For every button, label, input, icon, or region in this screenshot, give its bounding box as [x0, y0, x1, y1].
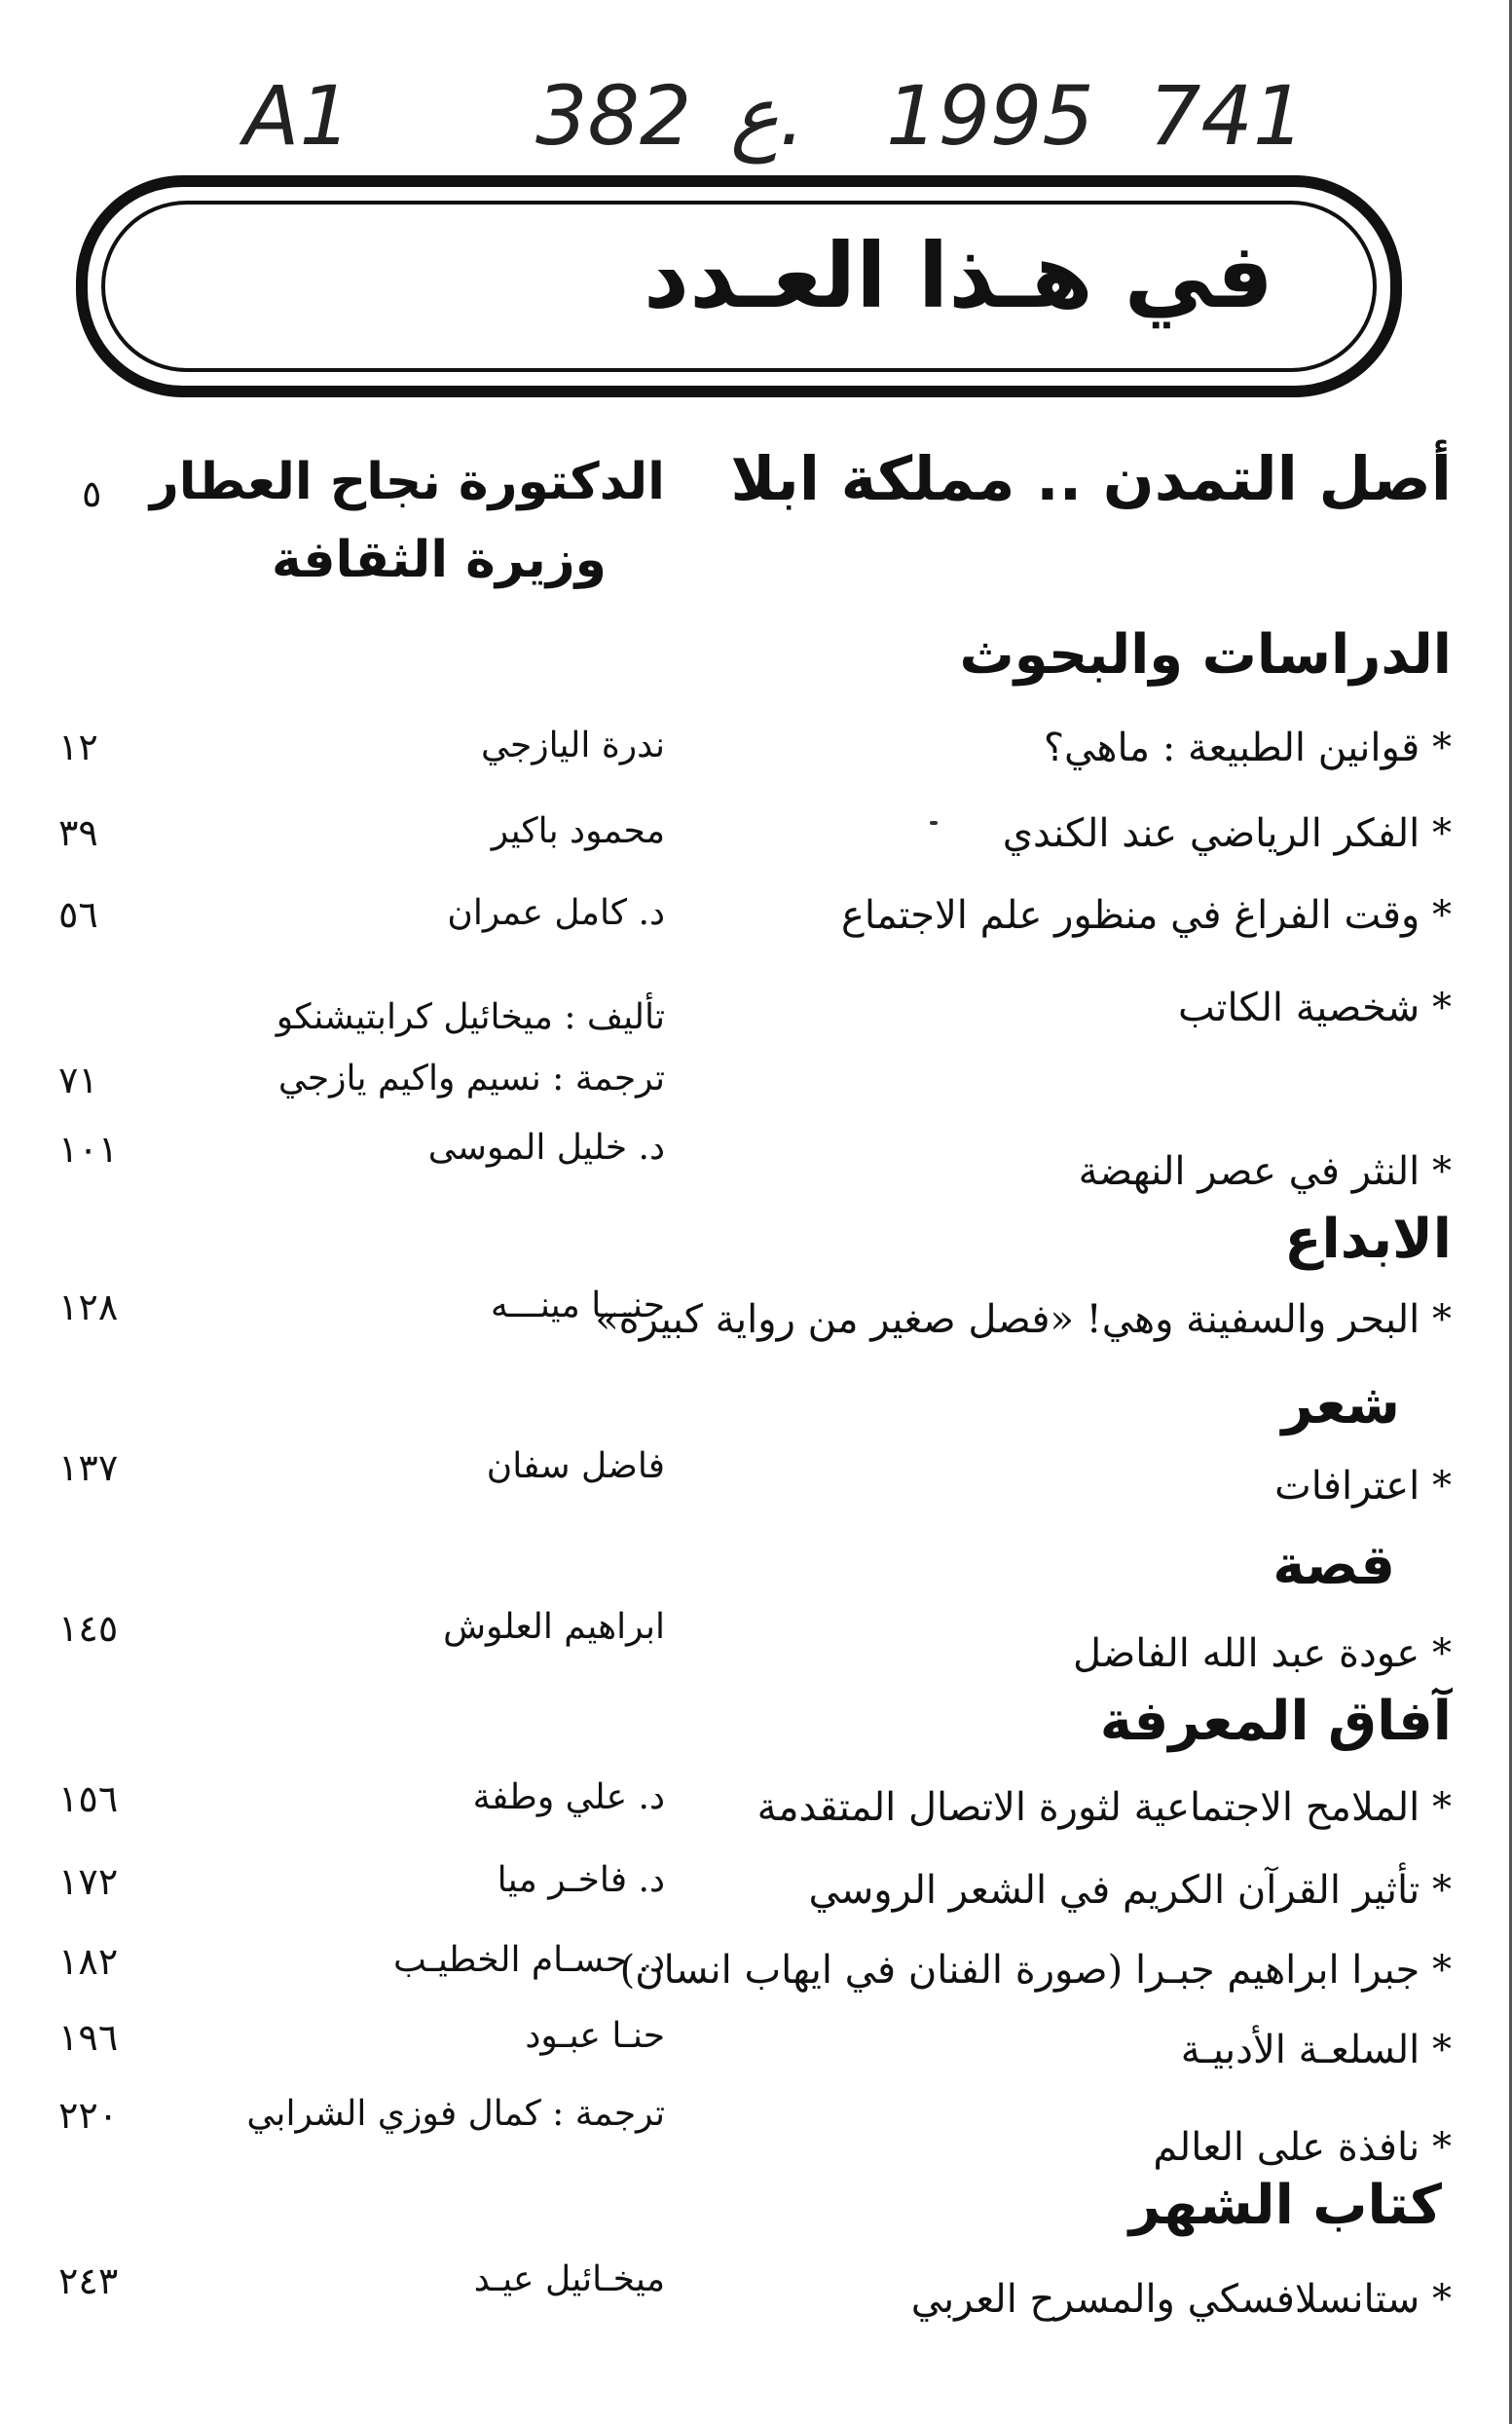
article-title: * شخصية الكاتب [1178, 986, 1452, 1030]
handwriting-issue: 741 [1149, 68, 1306, 164]
article-title: * السلعـة الأدبيـة [1180, 2028, 1452, 2072]
article-title: * اعترافات [1274, 1464, 1452, 1509]
article-title: * وقت الفراغ في منظور علم الاجتماع [841, 893, 1452, 938]
article-page-number: ١٢٨ [58, 1286, 119, 1328]
article-author: محمود باكير [491, 811, 665, 851]
section-heading-book: كتاب الشهر [1128, 2174, 1442, 2237]
list-item [0, 1286, 1512, 1363]
article-page-number: ١٩٦ [58, 2016, 119, 2059]
article-page-number: ٧١ [58, 1059, 98, 1101]
article-page-number: ٥٦ [58, 893, 98, 936]
handwriting-letter: ع. [730, 68, 805, 164]
article-title: * ستانسلافسكي والمسرح العربي [910, 2277, 1452, 2322]
list-item [0, 893, 1512, 971]
handwriting-code: A1 [243, 68, 351, 164]
article-page-number: ٣٩ [58, 811, 98, 854]
article-translator: ترجمة : نسيم واكيم يازجي [277, 1059, 665, 1099]
article-page-number: ١٣٧ [58, 1446, 119, 1489]
feature-article-author: الدكتورة نجاح العطار [149, 453, 665, 511]
header-banner [76, 175, 1402, 397]
article-author: د. خليل الموسى [427, 1128, 665, 1168]
article-title: * البحر والسفينة وهي! «فصل صغير من رواية كبيرة» [595, 1297, 1452, 1342]
list-item [0, 2259, 1512, 2337]
article-title: * قوانين الطبيعة : ماهي؟ [1043, 726, 1452, 770]
feature-page-number: ٥ [82, 472, 102, 515]
list-item [0, 2016, 1512, 2094]
article-author: فاضل سفان [486, 1446, 665, 1486]
section-heading-studies: الدراسات والبحوث [959, 623, 1452, 687]
article-author: د. فاخـر ميا [497, 1860, 665, 1900]
list-item [0, 1446, 1512, 1524]
feature-article-title: أصل التمدن .. مملكة ابلا [730, 443, 1452, 514]
list-item [0, 811, 1512, 889]
article-page-number: ١٨٢ [58, 1940, 119, 1983]
list-item [0, 986, 1512, 1101]
article-author: ترجمة : كمال فوزي الشرابي [246, 2094, 665, 2134]
section-heading-story: قصة [1272, 1534, 1395, 1597]
article-author: تأليف : ميخائيل كرابتيشنكو [276, 997, 665, 1037]
article-page-number: ٢٢٠ [58, 2094, 119, 2137]
feature-article-author-role: وزيرة الثقافة [271, 531, 607, 589]
section-heading-poetry: شعر [1281, 1373, 1400, 1436]
list-item [0, 2094, 1512, 2172]
article-page-number: ١٤٥ [58, 1607, 119, 1650]
article-author: ميخـائيل عيـد [473, 2259, 665, 2299]
section-heading-horizons: آفاق المعرفة [1099, 1690, 1452, 1753]
article-title: * النثر في عصر النهضة [1078, 1149, 1452, 1194]
article-title: * جبرا ابراهيم جبـرا (صورة الفنان في ايهاب انسان) [619, 1948, 1452, 1993]
article-author: حنـــا مينـــه [490, 1286, 665, 1325]
article-author: د. علي وطفة [472, 1777, 665, 1817]
handwriting-number: 382 [535, 68, 692, 164]
article-author: ابراهيم العلوش [443, 1607, 665, 1647]
article-page-number: ١٢ [58, 726, 98, 768]
article-page-number: ٢٤٣ [58, 2259, 119, 2302]
article-title: * نافذة على العالم [1153, 2125, 1452, 2170]
article-title: * تأثير القرآن الكريم في الشعر الروسي [808, 1868, 1452, 1913]
page-title: في هـذا العـدد [643, 224, 1273, 328]
article-page-number: ١٥٦ [58, 1777, 119, 1820]
list-item [0, 726, 1512, 803]
list-item [0, 1607, 1512, 1685]
article-author: حنـا عبـود [525, 2016, 665, 2056]
article-title: * الملامح الاجتماعية لثورة الاتصال المتقدمة [756, 1785, 1452, 1830]
handwriting-year: 1995 [886, 68, 1094, 164]
list-item [0, 1940, 1512, 2018]
section-heading-creativity: الابداع [1284, 1208, 1452, 1271]
list-item [0, 1128, 1512, 1206]
article-author: د. كامل عمران [447, 893, 665, 933]
article-author: د. حسـام الخطيـب [392, 1940, 665, 1980]
list-item [0, 1777, 1512, 1855]
list-item [0, 1860, 1512, 1938]
article-title: * عودة عبد الله الفاضل [1072, 1631, 1452, 1676]
article-page-number: ١٠١ [58, 1128, 119, 1171]
handwritten-catalog-number [243, 68, 1314, 175]
article-page-number: ١٧٢ [58, 1860, 119, 1903]
article-title: * الفكر الرياضي عند الكندي [1002, 811, 1452, 856]
article-author: ندرة اليازجي [480, 726, 665, 765]
